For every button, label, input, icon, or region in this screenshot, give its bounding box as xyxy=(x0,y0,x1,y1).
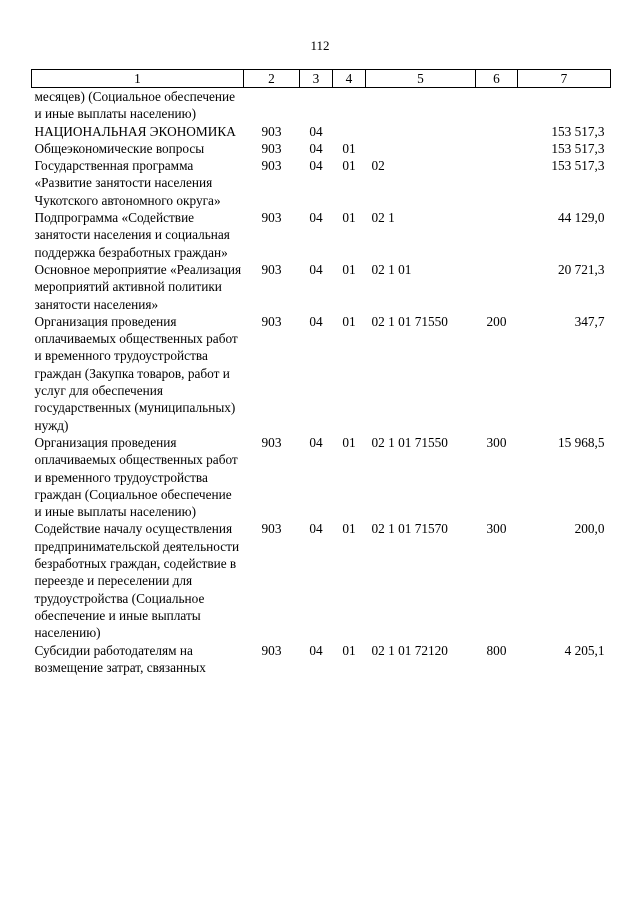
row-amount-cell: 4 205,1 xyxy=(564,642,605,658)
row-expense-type-cell: 200 xyxy=(486,313,507,329)
table-row xyxy=(32,520,611,641)
row-amount-cell: 153 517,3 xyxy=(551,123,605,139)
row-subsection-cell xyxy=(333,123,366,140)
row-expense-type-cell: 800 xyxy=(486,642,507,658)
header-col-2: 2 xyxy=(244,70,300,88)
row-expense-type-cell: 300 xyxy=(486,434,507,450)
row-name-cell: Государственная программа «Развитие занятости населения Чукотского автономного округа» xyxy=(34,158,221,208)
row-subsection-cell: 01 xyxy=(342,261,356,277)
row-amount-cell: 200,0 xyxy=(574,521,605,537)
row-name-cell: Общеэкономические вопросы xyxy=(34,140,205,156)
row-expense-type-cell xyxy=(476,209,518,261)
row-name-cell: Организация проведения оплачиваемых общественных работ и временного трудоустройства граждан (Закупка товаров, работ и услуг для обеспечения государственных (муниципальных) нужд) xyxy=(34,313,238,433)
row-name-cell: месяцев) (Социальное обеспечение и иные выплаты населению) xyxy=(34,89,236,122)
row-target-article-cell: 02 1 01 71550 xyxy=(371,313,448,329)
row-section-cell: 04 xyxy=(309,158,323,174)
row-admin-code-cell xyxy=(244,88,300,123)
header-col-3: 3 xyxy=(300,70,333,88)
row-section-cell: 04 xyxy=(309,521,323,537)
table-row xyxy=(32,140,611,157)
table-row xyxy=(32,157,611,209)
row-section-cell: 04 xyxy=(309,123,323,139)
row-target-article-cell xyxy=(366,123,476,140)
row-admin-code-cell: 903 xyxy=(261,140,282,156)
row-target-article-cell: 02 1 01 71550 xyxy=(371,434,448,450)
row-name-cell: Содействие началу осуществления предпринимательской деятельности безработных граждан, содействие в переезде и переселении для трудоустройства (Социальное обеспечение и иные выплаты населению) xyxy=(34,521,240,641)
row-section-cell: 04 xyxy=(309,210,323,226)
row-subsection-cell: 01 xyxy=(342,210,356,226)
row-subsection-cell xyxy=(333,88,366,123)
table-row xyxy=(32,123,611,140)
row-target-article-cell: 02 1 01 xyxy=(371,261,412,277)
row-amount-cell: 15 968,5 xyxy=(557,434,605,450)
row-expense-type-cell xyxy=(476,261,518,313)
row-amount-cell: 347,7 xyxy=(574,313,605,329)
header-col-7: 7 xyxy=(518,70,611,88)
page-number: 112 xyxy=(310,38,330,53)
row-target-article-cell: 02 xyxy=(371,158,385,174)
row-admin-code-cell: 903 xyxy=(261,158,282,174)
row-subsection-cell: 01 xyxy=(342,434,356,450)
row-expense-type-cell xyxy=(476,88,518,123)
row-subsection-cell: 01 xyxy=(342,313,356,329)
row-admin-code-cell: 903 xyxy=(261,521,282,537)
row-subsection-cell: 01 xyxy=(342,158,356,174)
row-subsection-cell: 01 xyxy=(342,642,356,658)
row-section-cell: 04 xyxy=(309,642,323,658)
row-admin-code-cell: 903 xyxy=(261,123,282,139)
row-admin-code-cell: 903 xyxy=(261,642,282,658)
table-row xyxy=(32,642,611,677)
row-subsection-cell: 01 xyxy=(342,140,356,156)
row-admin-code-cell: 903 xyxy=(261,434,282,450)
row-amount-cell: 153 517,3 xyxy=(551,158,605,174)
row-admin-code-cell: 903 xyxy=(261,313,282,329)
row-target-article-cell: 02 1 xyxy=(371,210,395,226)
row-admin-code-cell: 903 xyxy=(261,261,282,277)
row-name-cell: НАЦИОНАЛЬНАЯ ЭКОНОМИКА xyxy=(34,123,236,139)
row-amount-cell: 44 129,0 xyxy=(557,210,605,226)
row-expense-type-cell xyxy=(476,123,518,140)
row-name-cell: Организация проведения оплачиваемых общественных работ и временного трудоустройства граждан (Социальное обеспечение и иные выплаты населению) xyxy=(34,434,238,520)
row-section-cell xyxy=(300,88,333,123)
header-col-4: 4 xyxy=(333,70,366,88)
row-amount-cell: 20 721,3 xyxy=(557,261,605,277)
header-col-1: 1 xyxy=(32,70,244,88)
row-expense-type-cell: 300 xyxy=(486,521,507,537)
row-target-article-cell xyxy=(366,88,476,123)
row-name-cell: Субсидии работодателям на возмещение затрат, связанных xyxy=(34,642,206,675)
table-row xyxy=(32,209,611,261)
row-section-cell: 04 xyxy=(309,261,323,277)
table-header-row xyxy=(32,70,611,88)
row-target-article-cell: 02 1 01 71570 xyxy=(371,521,448,537)
row-target-article-cell: 02 1 01 72120 xyxy=(371,642,448,658)
table-row xyxy=(32,88,611,123)
row-admin-code-cell: 903 xyxy=(261,210,282,226)
row-subsection-cell: 01 xyxy=(342,521,356,537)
row-name-cell: Подпрограмма «Содействие занятости населения и социальная поддержка безработных граждан» xyxy=(34,210,230,260)
header-col-6: 6 xyxy=(476,70,518,88)
row-name-cell: Основное мероприятие «Реализация мероприятий активной политики занятости населения» xyxy=(34,261,242,312)
budget-table xyxy=(31,69,611,676)
table-row xyxy=(32,313,611,434)
header-col-5: 5 xyxy=(366,70,476,88)
row-target-article-cell xyxy=(366,140,476,157)
row-amount-cell xyxy=(518,88,611,123)
row-expense-type-cell xyxy=(476,157,518,209)
row-section-cell: 04 xyxy=(309,313,323,329)
table-row xyxy=(32,434,611,520)
row-section-cell: 04 xyxy=(309,140,323,156)
row-amount-cell: 153 517,3 xyxy=(551,140,605,156)
row-section-cell: 04 xyxy=(309,434,323,450)
row-expense-type-cell xyxy=(476,140,518,157)
table-row xyxy=(32,261,611,313)
